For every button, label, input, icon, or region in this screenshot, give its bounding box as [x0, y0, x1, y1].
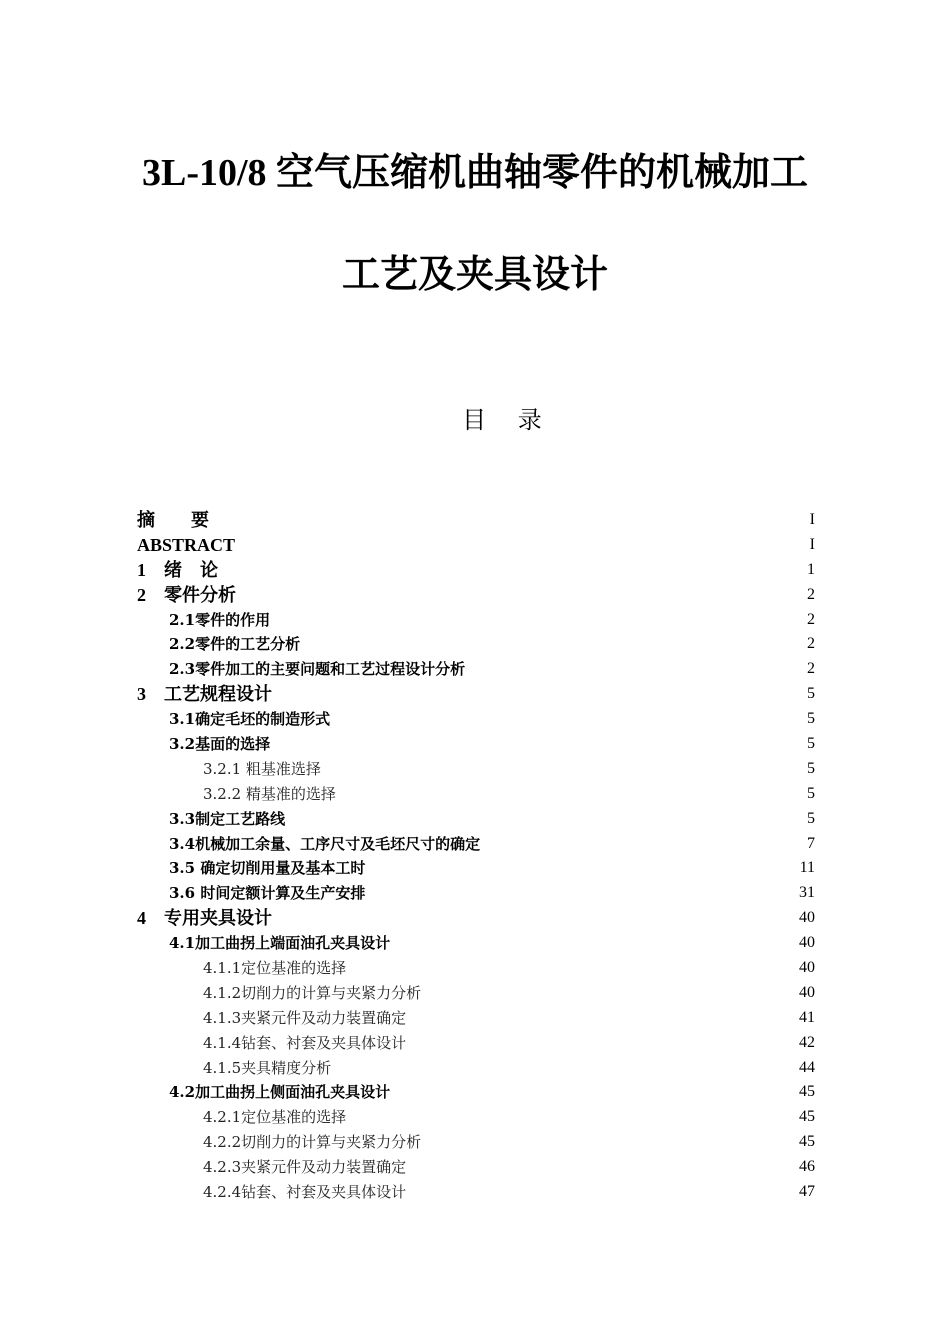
- toc-entry[interactable]: [137, 1080, 815, 1105]
- toc-entry[interactable]: [137, 782, 815, 807]
- toc-entry-title: 2.2零件的工艺分析: [169, 635, 301, 654]
- document-title-line-1: 3L-10/8 空气压缩机曲轴零件的机械加工: [141, 152, 809, 194]
- toc-entry[interactable]: [137, 881, 815, 906]
- toc-entry-title: 4.1.5夹具精度分析: [203, 1058, 332, 1077]
- toc-entry-page-number: 5: [807, 710, 815, 728]
- toc-entry-title: 3.1确定毛坯的制造形式: [169, 710, 331, 729]
- toc-entry-page-number: 5: [807, 784, 815, 802]
- toc-entry[interactable]: [137, 1180, 815, 1205]
- toc-entry[interactable]: [137, 682, 815, 707]
- toc-entry[interactable]: [137, 608, 815, 633]
- toc-entry[interactable]: [137, 931, 815, 956]
- toc-entry-page-number: 40: [799, 934, 815, 952]
- toc-entry-title: 3 工艺规程设计: [137, 684, 272, 705]
- table-of-contents: [137, 508, 815, 1205]
- toc-entry-page-number: 40: [799, 909, 815, 927]
- toc-entry[interactable]: [137, 1105, 815, 1130]
- toc-entry-page-number: 40: [799, 983, 815, 1001]
- toc-entry-title: 3.4机械加工余量、工序尺寸及毛坯尺寸的确定: [169, 834, 481, 853]
- toc-entry-page-number: 41: [799, 1008, 815, 1026]
- toc-entry[interactable]: [137, 533, 815, 558]
- toc-entry-title: 3.6 时间定额计算及生产安排: [169, 884, 366, 903]
- toc-entry[interactable]: [137, 1130, 815, 1155]
- toc-entry-title: 4.1加工曲拐上端面油孔夹具设计: [169, 934, 391, 953]
- toc-entry-title: 3.2.2 精基准的选择: [203, 784, 336, 803]
- toc-heading: 目 录: [462, 406, 554, 434]
- toc-entry[interactable]: [137, 583, 815, 608]
- toc-entry[interactable]: [137, 981, 815, 1006]
- toc-entry-page-number: 5: [807, 685, 815, 703]
- toc-entry-page-number: 2: [807, 585, 815, 603]
- toc-entry-page-number: 7: [807, 834, 815, 852]
- toc-entry-page-number: 46: [799, 1158, 815, 1176]
- toc-entry-title: 3.5 确定切削用量及基本工时: [169, 859, 366, 878]
- toc-entry-title: 4.1.3夹紧元件及动力装置确定: [203, 1008, 407, 1027]
- toc-entry-title: 摘 要: [137, 510, 209, 530]
- toc-entry[interactable]: [137, 1006, 815, 1031]
- toc-entry-page-number: I: [809, 511, 815, 528]
- toc-entry[interactable]: [137, 832, 815, 857]
- toc-entry[interactable]: [137, 1031, 815, 1056]
- toc-entry-title: 1 绪 论: [137, 559, 218, 580]
- toc-entry-page-number: 31: [799, 884, 815, 902]
- toc-entry-page-number: 5: [807, 809, 815, 827]
- toc-entry-page-number: 2: [807, 635, 815, 653]
- toc-entry[interactable]: [137, 956, 815, 981]
- toc-entry-title: 4.2.2切削力的计算与夹紧力分析: [203, 1133, 422, 1152]
- toc-entry[interactable]: [137, 508, 815, 533]
- toc-entry-page-number: 44: [799, 1058, 815, 1076]
- toc-entry-title: 2 零件分析: [137, 584, 236, 605]
- toc-entry[interactable]: [137, 558, 815, 583]
- toc-entry-title: 2.3零件加工的主要问题和工艺过程设计分析: [169, 660, 466, 679]
- toc-entry-page-number: 5: [807, 759, 815, 777]
- toc-entry-title: 3.3制定工艺路线: [169, 809, 286, 828]
- toc-entry-page-number: I: [809, 535, 815, 553]
- toc-entry-page-number: 2: [807, 610, 815, 628]
- toc-entry-page-number: 1: [807, 560, 815, 578]
- toc-entry-title: ABSTRACT: [137, 534, 236, 555]
- toc-entry-title: 4.1.2切削力的计算与夹紧力分析: [203, 983, 422, 1002]
- toc-entry[interactable]: [137, 732, 815, 757]
- toc-entry[interactable]: [137, 906, 815, 931]
- toc-entry-title: 4 专用夹具设计: [137, 908, 272, 929]
- toc-entry[interactable]: [137, 1056, 815, 1081]
- toc-entry-title: 3.2基面的选择: [169, 735, 271, 754]
- toc-entry-title: 2.1零件的作用: [169, 610, 271, 629]
- toc-entry[interactable]: [137, 632, 815, 657]
- toc-entry-page-number: 5: [807, 735, 815, 753]
- toc-entry-page-number: 2: [807, 660, 815, 678]
- toc-entry-title: 3.2.1 粗基准选择: [203, 759, 321, 778]
- toc-entry-page-number: 45: [799, 1133, 815, 1151]
- toc-entry-title: 4.2.1定位基准的选择: [203, 1108, 347, 1127]
- toc-entry-page-number: 47: [799, 1183, 815, 1201]
- toc-entry[interactable]: [137, 707, 815, 732]
- toc-entry-title: 4.2.3夹紧元件及动力装置确定: [203, 1158, 407, 1177]
- document-title-line-2: 工艺及夹具设计: [341, 254, 608, 296]
- toc-entry[interactable]: [137, 856, 815, 881]
- toc-entry[interactable]: [137, 657, 815, 682]
- toc-entry-page-number: 42: [799, 1033, 815, 1051]
- toc-entry-title: 4.2加工曲拐上侧面油孔夹具设计: [169, 1083, 391, 1102]
- toc-entry-title: 4.1.4钻套、衬套及夹具体设计: [203, 1033, 407, 1052]
- toc-entry-page-number: 45: [799, 1083, 815, 1101]
- toc-entry-title: 4.1.1定位基准的选择: [203, 959, 347, 978]
- toc-entry[interactable]: [137, 1155, 815, 1180]
- toc-entry-page-number: 45: [799, 1108, 815, 1126]
- toc-entry[interactable]: [137, 757, 815, 782]
- toc-entry-page-number: 11: [799, 859, 815, 877]
- toc-entry-title: 4.2.4钻套、衬套及夹具体设计: [203, 1183, 407, 1202]
- toc-entry[interactable]: [137, 807, 815, 832]
- toc-entry-page-number: 40: [799, 959, 815, 977]
